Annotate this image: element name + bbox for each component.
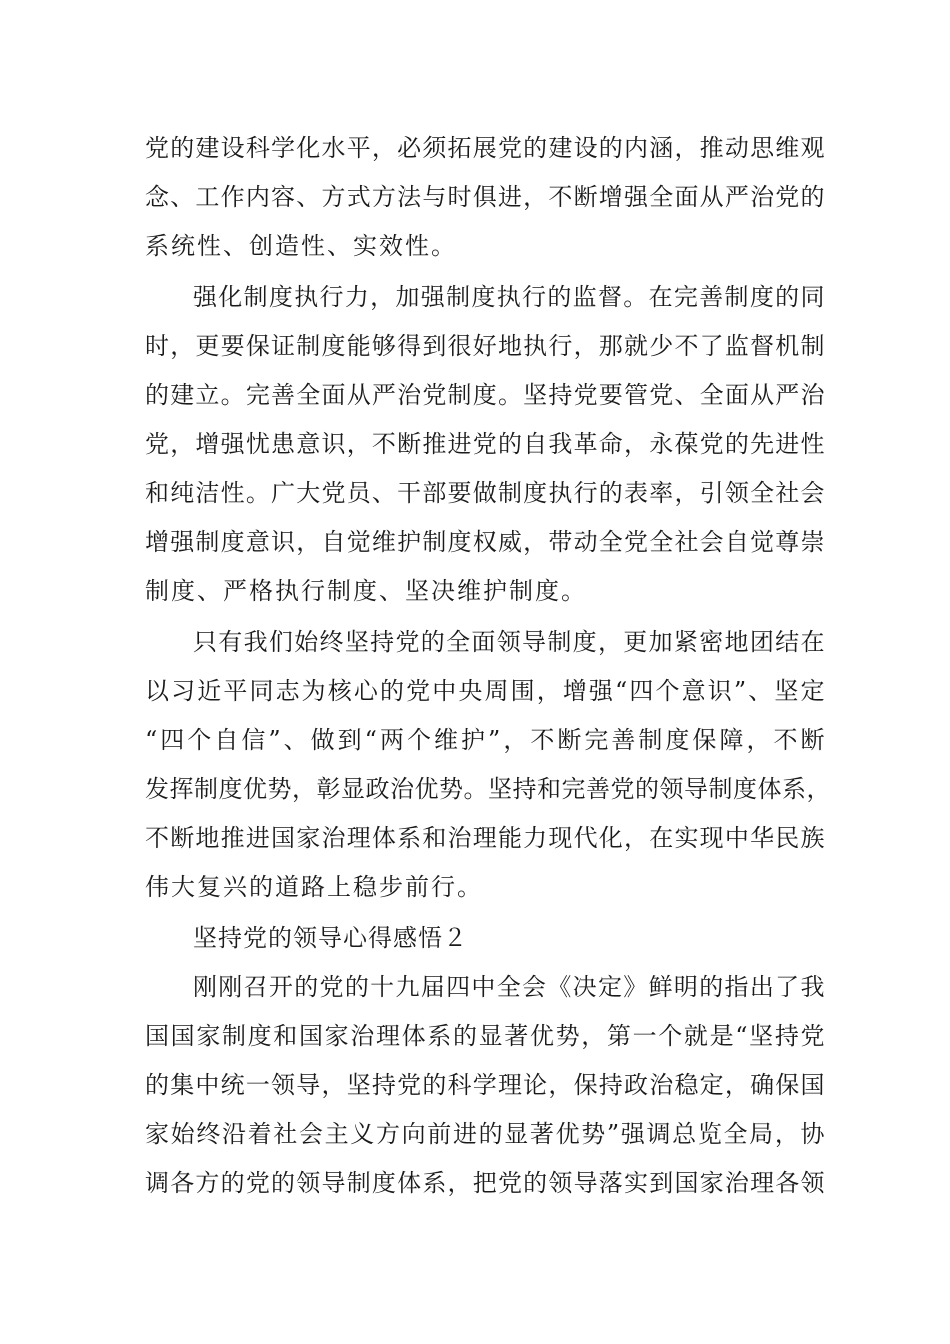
paragraph-line: 系统性、创造性、实效性。	[145, 232, 457, 260]
paragraph-line: 国国家制度和国家治理体系的显著优势，第一个就是“坚持党	[145, 1022, 825, 1050]
paragraph-line: 只有我们始终坚持党的全面领导制度，更加紧密地团结在	[193, 628, 825, 656]
paragraph-line: 不断地推进国家治理体系和治理能力现代化，在实现中华民族	[145, 824, 825, 852]
paragraph-line: 家始终沿着社会主义方向前进的显著优势”强调总览全局，协	[145, 1120, 825, 1148]
paragraph-line: 和纯洁性。广大党员、干部要做制度执行的表率，引领全社会	[145, 479, 825, 507]
paragraph-line: 调各方的党的领导制度体系，把党的领导落实到国家治理各领	[145, 1169, 825, 1197]
paragraph-line: 时，更要保证制度能够得到很好地执行，那就少不了监督机制	[145, 332, 825, 360]
paragraph-line: 以习近平同志为核心的党中央周围，增强“四个意识”、坚定	[145, 677, 825, 705]
paragraph-line: 伟大复兴的道路上稳步前行。	[145, 873, 483, 901]
paragraph-line: 强化制度执行力，加强制度执行的监督。在完善制度的同	[193, 283, 825, 311]
paragraph-line: 发挥制度优势，彰显政治优势。坚持和完善党的领导制度体系，	[145, 775, 831, 803]
section-heading: 坚持党的领导心得感悟２	[193, 924, 468, 952]
paragraph-line: 的建立。完善全面从严治党制度。坚持党要管党、全面从严治	[145, 381, 825, 409]
paragraph-line: 念、工作内容、方式方法与时俱进，不断增强全面从严治党的	[145, 183, 825, 211]
paragraph-line: 制度、严格执行制度、坚决维护制度。	[145, 577, 587, 605]
paragraph-line: 增强制度意识，自觉维护制度权威，带动全党全社会自觉尊崇	[145, 528, 825, 556]
paragraph-line: 的集中统一领导，坚持党的科学理论，保持政治稳定，确保国	[145, 1071, 825, 1099]
paragraph-line: 党的建设科学化水平，必须拓展党的建设的内涵，推动思维观	[145, 134, 825, 162]
paragraph-line: “四个自信”、做到“两个维护”，不断完善制度保障，不断	[145, 726, 825, 754]
paragraph-line: 刚刚召开的党的十九届四中全会《决定》鲜明的指出了我	[193, 973, 825, 1001]
paragraph-line: 党，增强忧患意识，不断推进党的自我革命，永葆党的先进性	[145, 430, 825, 458]
